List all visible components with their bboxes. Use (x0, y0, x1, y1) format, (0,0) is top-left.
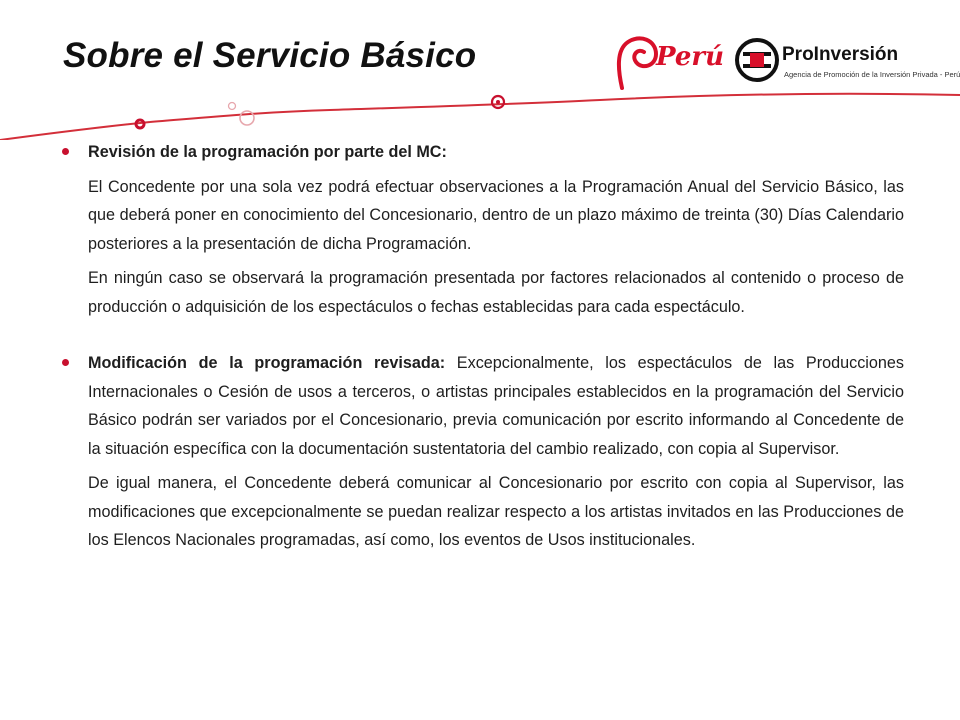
proinversion-name: ProInversión (782, 44, 899, 65)
section-heading: Modificación de la programación revisada: (88, 354, 446, 372)
bullet-icon (62, 148, 69, 155)
section-lead-text: Excepcionalmente, los espectáculos de las Producciones Internacionales o Cesión de usos a terceros, o artistas principales establecidos en la programación del Servicio Básico podrán ser variados por el Concesionario, previa comunicación por escrito informando al Concedente de la situación específica con la documentación sustentatoria del cambio realizado, con copia al Supervisor. (88, 354, 904, 458)
section-heading: Revisión de la programación por parte del MC: (88, 143, 447, 161)
proinversion-subtitle: Agencia de Promoción de la Inversión Privada - Perú (784, 70, 960, 79)
body-paragraph: El Concedente por una sola vez podrá efectuar observaciones a la Programación Anual del Servicio Básico, las que deberá poner en conocimiento del Concesionario, dentro de un plazo máximo de treinta (30) Días Calendario posteriores a la presentación de dicha Programación. (88, 177, 904, 253)
deco-circle (240, 111, 254, 125)
page-title: Sobre el Servicio Básico (63, 36, 477, 75)
body-paragraph: En ningún caso se observará la programación presentada por factores relacionados al contenido o proceso de producción o adquisición de los espectáculos o fechas establecidas para cada espectáculo. (88, 269, 904, 316)
proinversion-mark-icon (735, 38, 779, 82)
section-lead-paragraph (88, 349, 904, 463)
bullet-section (62, 138, 904, 321)
bullet-icon (62, 359, 69, 366)
spacer (62, 321, 904, 349)
bullet-section (62, 349, 904, 555)
deco-circle (229, 103, 236, 110)
peru-logo-text: Perú (656, 42, 724, 72)
slide-content (62, 138, 904, 555)
body-paragraph: De igual manera, el Concedente deberá comunicar al Concesionario por escrito con copia al Supervisor, las modificaciones que excepcionalmente se puedan realizar respecto a los artistas invitados en las Producciones de los Elencos Nacionales programadas, así como, los eventos de Usos institucionales. (88, 474, 904, 549)
deco-circle (496, 100, 500, 104)
